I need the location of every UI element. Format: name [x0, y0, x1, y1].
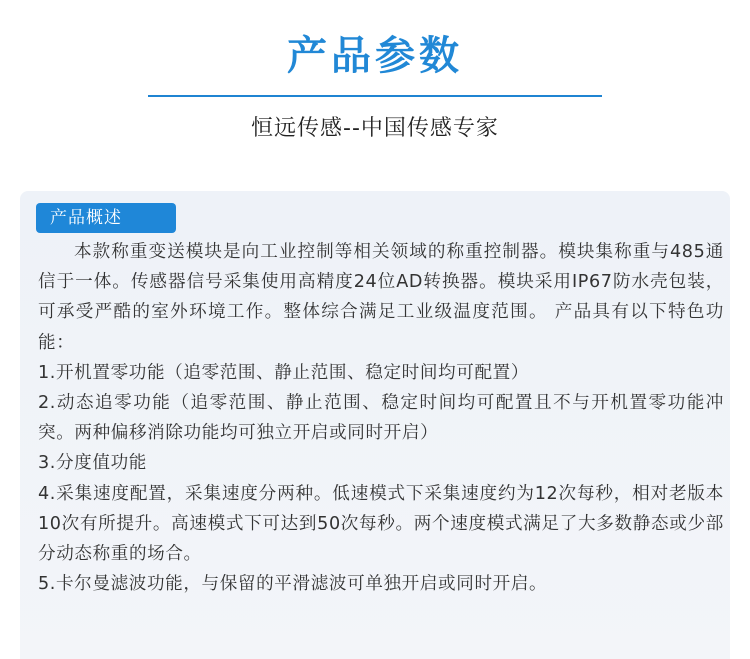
feature-item: 4.采集速度配置，采集速度分两种。低速模式下采集速度约为12次每秒，相对老版本10次有所提升。高速模式下可达到50次每秒。两个速度模式满足了大多数静态或少部分动态称重的场合。	[38, 483, 724, 565]
intro-paragraph: 本款称重变送模块是向工业控制等相关领域的称重控制器。模块集称重与485通信于一体。传感器信号采集使用高精度24位AD转换器。模块采用IP67防水壳包装，可承受严酷的室外环境工作。整体综合满足工业级温度范围。 产品具有以下特色功能：	[38, 242, 724, 353]
section-tag: 产品概述	[36, 203, 176, 233]
page-header	[0, 0, 750, 190]
feature-item: 5.卡尔曼滤波功能，与保留的平滑滤波可单独开启或同时开启。	[38, 574, 548, 595]
feature-item: 1.开机置零功能（追零范围、静止范围、稳定时间均可配置）	[38, 362, 530, 383]
feature-item: 3.分度值功能	[38, 453, 147, 474]
overview-content	[38, 237, 724, 599]
product-overview-panel	[20, 191, 730, 659]
feature-item: 2.动态追零功能（追零范围、静止范围、稳定时间均可配置且不与开机置零功能冲突。两种偏移消除功能均可独立开启或同时开启）	[38, 393, 724, 444]
page-subtitle: 恒远传感--中国传感专家	[251, 116, 499, 141]
page-title: 产品参数	[287, 33, 463, 79]
title-divider	[148, 95, 602, 97]
